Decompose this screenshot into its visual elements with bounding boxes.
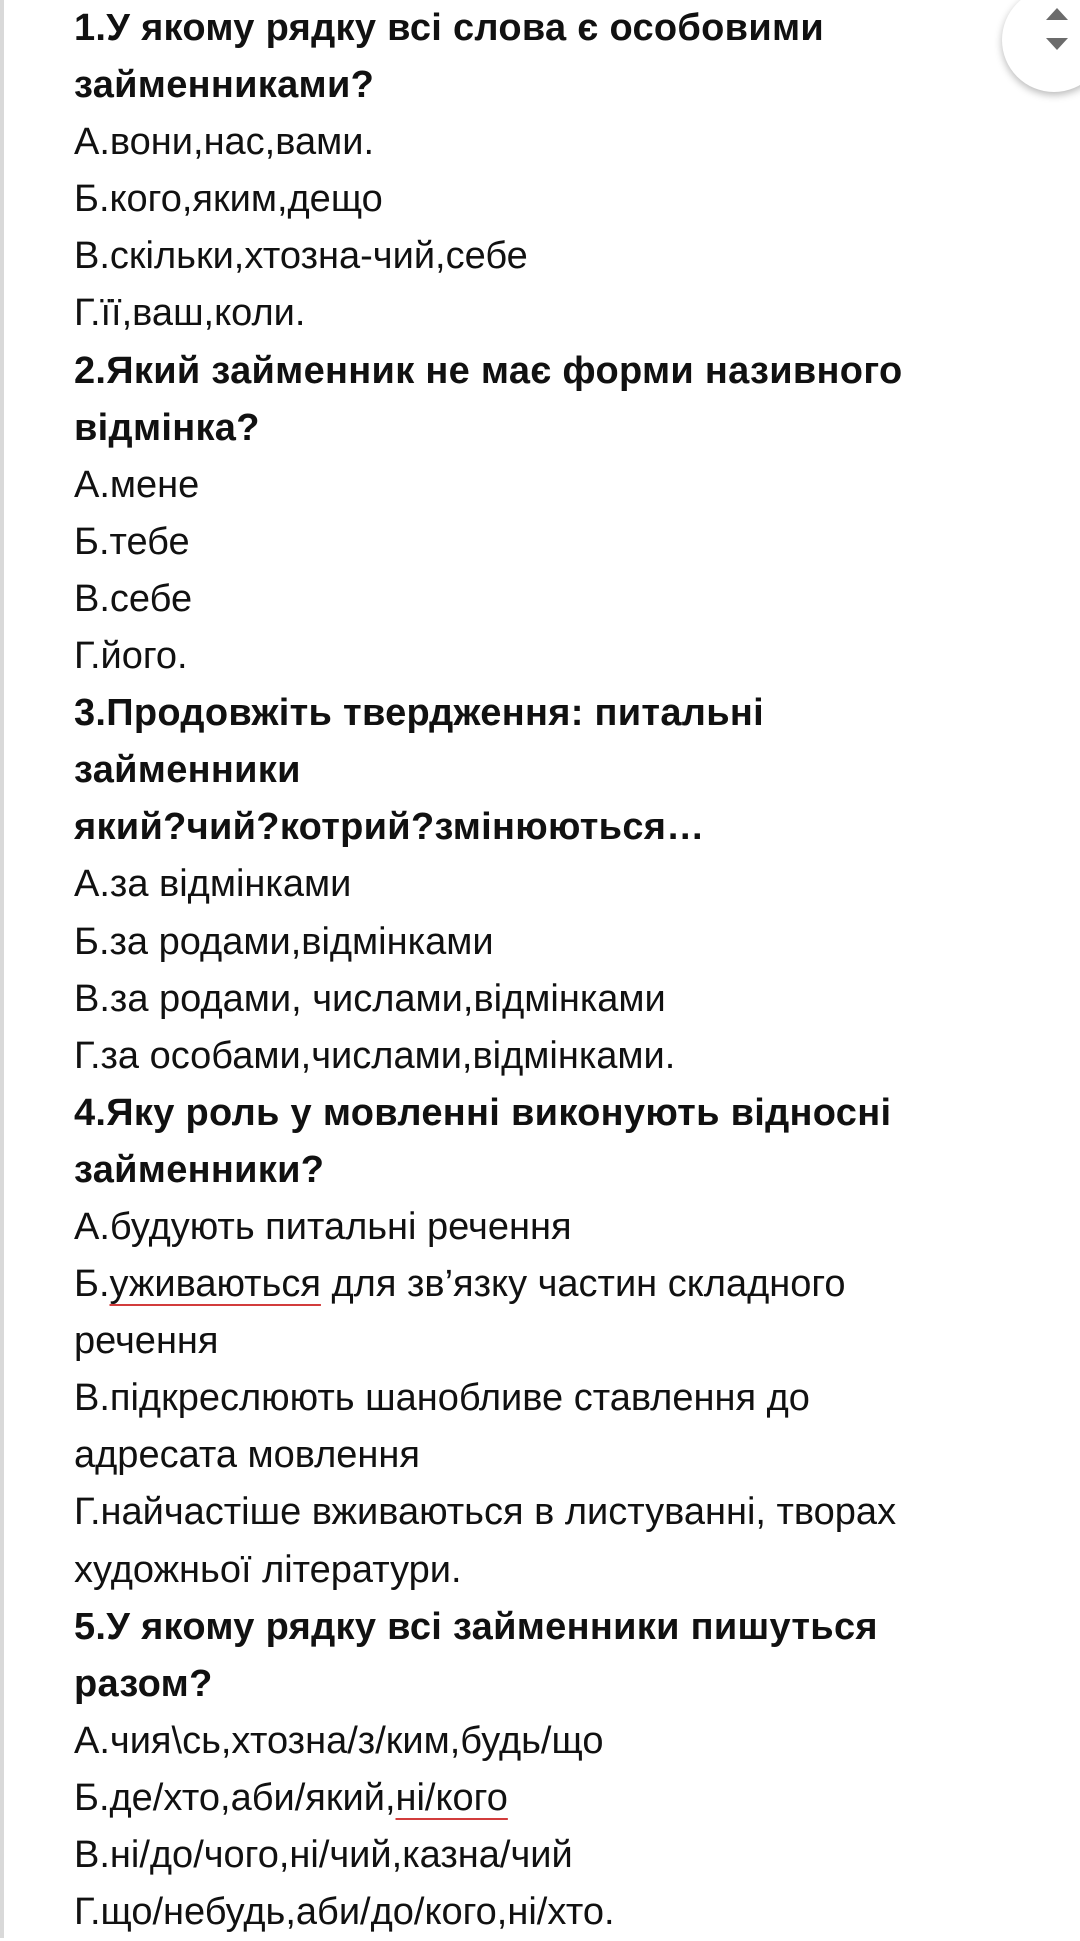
question-4-option-a: А.будують питальні речення [74,1205,572,1248]
question-4-option-b-rest: для зв’язку частин складного [320,1263,846,1306]
question-1-title-line-1: 1.У якому рядку всі слова є особовими [74,7,825,49]
question-2-title-line-2: відмінка? [74,406,260,449]
question-4-option-d: Г.найчастіше вживаються в листуванні, творах [74,1491,897,1534]
question-5-option-c: В.ні/до/чого,ні/чий,казна/чий [74,1834,573,1876]
question-4-option-c-continued: адресата мовлення [74,1434,420,1477]
question-3-option-a: А.за відмінками [74,863,352,906]
question-3-option-b: Б.за родами,відмінками [74,920,494,963]
question-3-title-line-2: займенники [74,749,301,792]
question-3-title-line-3: який?чий?котрий?змінюються… [74,806,705,849]
question-4-option-b-continued: речення [74,1320,219,1363]
question-5-title-line-2: разом? [74,1662,213,1705]
chevron-up-icon[interactable] [1046,8,1068,20]
question-3-option-d: Г.за особами,числами,відмінками. [74,1034,676,1077]
question-4-option-b [74,1256,1014,1313]
question-1-option-c: В.скільки,хтозна-чий,себе [74,235,528,278]
question-4-option-b-prefix: Б. [74,1263,110,1306]
page-left-edge [0,0,4,1938]
question-1-option-d: Г.її,ваш,коли. [74,292,306,335]
question-5-title-line-1: 5.У якому рядку всі займенники пишуться [74,1605,878,1648]
question-4-option-c: В.підкреслюють шанобливе ставлення до [74,1377,810,1420]
question-4-title-line-1: 4.Яку роль у мовленні виконують відносні [74,1091,892,1134]
document-body [74,0,1014,1941]
question-5-option-b [74,1770,1014,1827]
chevron-down-icon[interactable] [1046,38,1068,50]
question-2-option-a: А.мене [74,463,200,506]
question-3-option-c: В.за родами, числами,відмінками [74,977,666,1020]
question-2-title-line-1: 2.Який займенник не має форми називного [74,349,903,392]
question-4-title-line-2: займенники? [74,1148,325,1191]
question-1-title-line-2: займенниками? [74,64,375,107]
question-2-option-d: Г.його. [74,635,188,678]
question-5-option-d: Г.що/небудь,аби/до/кого,ні/хто. [74,1891,615,1934]
question-1-option-b: Б.кого,яким,дещо [74,178,383,221]
question-2-option-b: Б.тебе [74,520,190,563]
question-5-option-b-prefix: Б.де/хто,аби/який, [74,1776,396,1819]
spellcheck-underlined-word[interactable]: уживаються [109,1263,321,1306]
question-2-option-c: В.себе [74,577,193,620]
spellcheck-underlined-word[interactable]: ні/кого [395,1776,508,1819]
question-5-option-a: А.чия\сь,хтозна/з/ким,будь/що [74,1719,604,1762]
question-1-option-a: А.вони,нас,вами. [74,121,375,164]
question-3-title-line-1: 3.Продовжіть твердження: питальні [74,692,764,735]
question-4-option-d-continued: художньої літератури. [74,1548,462,1591]
